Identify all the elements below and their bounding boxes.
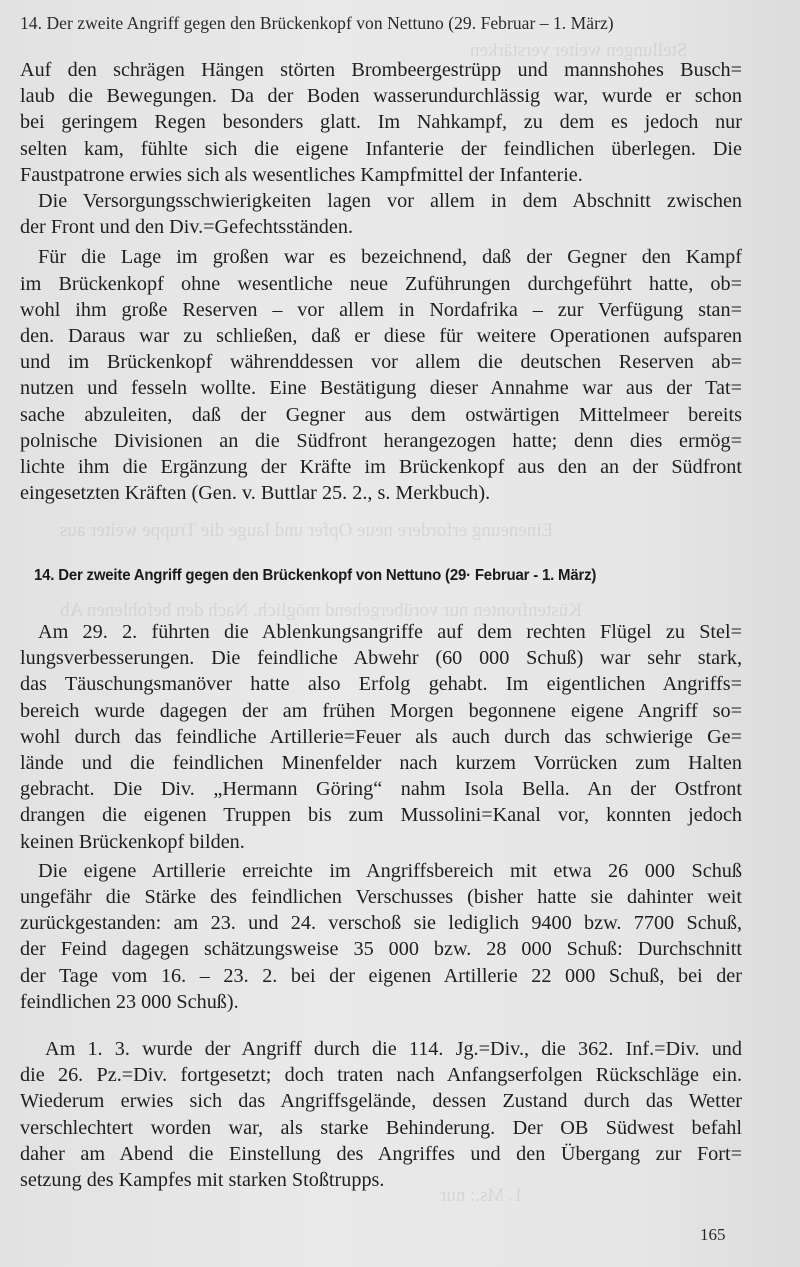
text-line: eingesetzten Kräften (Gen. v. Buttlar 25. 2., s. Merkbuch). (20, 482, 491, 505)
text-line: Die Versorgungsschwierigkeiten lagen vor allem in dem Abschnitt zwischen (38, 190, 742, 213)
text-line: Am 29. 2. führten die Ablenkungsangriffe auf dem rechten Flügel zu Stel= (38, 621, 742, 643)
text-line: die 26. Pz.=Div. fortgesetzt; doch traten nach Anfangserfolgen Rückschläge ein. (20, 1064, 742, 1087)
paragraph (20, 244, 742, 506)
text-line: lichte ihm die Ergänzung der Kräfte im Brückenkopf aus den an der Südfront (20, 456, 742, 479)
page-number: 165 (700, 1225, 726, 1244)
text-line: bei geringem Regen besonders glatt. Im Nahkampf, zu dem es jedoch nur (20, 111, 742, 134)
text-line: setzung des Kampfes mit starken Stoßtrupps. (20, 1169, 385, 1192)
bleed-through-text: Eineneung erfordere neue Opfer und lauge die Truppe weiter aus (60, 520, 554, 541)
text-line: nutzen und fesseln wollte. Eine Bestätigung dieser Annahme war aus der Tat= (20, 377, 742, 400)
text-line: Wiederum erwies sich das Angriffsgelände, dessen Zustand durch das Wetter (20, 1090, 742, 1113)
text-line: der Feind dagegen schätzungsweise 35 000 bzw. 28 000 Schuß: Durchschnitt (20, 938, 742, 961)
text-line: lungsverbesserungen. Die feindliche Abwehr (60 000 Schuß) war sehr stark, (20, 647, 742, 670)
text-line: Am 1. 3. wurde der Angriff durch die 114. Jg.=Div., die 362. Inf.=Div. und (45, 1038, 742, 1060)
text-line: im Brückenkopf ohne wesentliche neue Zuführungen durchgeführt hatte, ob= (20, 272, 742, 295)
text-line: den. Daraus war zu schließen, daß er diese für weitere Operationen aufsparen (20, 325, 742, 348)
paragraph (20, 619, 742, 855)
text-line: ungefähr die Stärke des feindlichen Verschusses (bisher hatte sie dahinter weit (20, 886, 742, 909)
text-line: der Tage vom 16. – 23. 2. bei der eigenen Artillerie 22 000 Schuß, bei der (20, 964, 742, 987)
text-line: feindlichen 23 000 Schuß). (20, 990, 239, 1013)
text-line: wohl durch das feindliche Artillerie=Feuer als auch durch das schwierige Ge= (20, 725, 742, 748)
paragraph (20, 57, 742, 188)
paragraph (20, 858, 742, 1015)
text-block-2 (20, 619, 742, 1015)
text-block-1 (20, 57, 742, 506)
text-line: der Front und den Div.=Gefechtsständen. (20, 216, 353, 239)
text-block-3 (20, 1036, 742, 1193)
text-line: Faustpatrone erwies sich als wesentliches Kampfmittel der Infanterie. (20, 163, 583, 186)
section-heading: 14. Der zweite Angriff gegen den Brückenkopf von Nettuno (29· Februar - 1. März) (34, 567, 597, 584)
text-line: Für die Lage im großen war es bezeichnend, daß der Gegner den Kampf (38, 246, 742, 269)
text-line: daher am Abend die Einstellung des Angriffes und den Übergang zur Fort= (20, 1142, 742, 1165)
text-line: Die eigene Artillerie erreichte im Angriffsbereich mit etwa 26 000 Schuß (38, 859, 742, 882)
text-line: selten kam, fühlte sich die eigene Infanterie der feindlichen überlegen. Die (20, 137, 742, 160)
paragraph (20, 188, 742, 240)
text-line: das Täuschungsmanöver hatte also Erfolg gehabt. Im eigentlichen Angriffs= (20, 673, 742, 696)
text-line: drangen die eigenen Truppen bis zum Mussolini=Kanal vor, konnten jedoch (20, 804, 742, 827)
text-line: lände und die feindlichen Minenfelder nach kurzem Vorrücken zum Halten (20, 752, 742, 775)
text-line: Auf den schrägen Hängen störten Brombeergestrüpp und mannshohes Busch= (20, 59, 742, 81)
text-line: keinen Brückenkopf bilden. (20, 830, 245, 853)
text-line: und im Brückenkopf währenddessen vor allem die deutschen Reserven ab= (20, 351, 742, 374)
bleed-through-text: Küstenfronten nur vorübergehend möglich. Nach den befohlenen Ab (60, 600, 582, 621)
text-line: wohl ihm große Reserven – vor allem in Nordafrika – zur Verfügung stan= (20, 298, 742, 321)
text-line: sache abzuleiten, daß der Gegner aus dem ostwärtigen Mittelmeer bereits (20, 403, 742, 426)
text-line: gebracht. Die Div. „Hermann Göring“ nahm Isola Bella. An der Ostfront (20, 778, 742, 801)
bleed-through-text: Stellungen weiter verstärken (470, 40, 688, 61)
text-line: laub die Bewegungen. Da der Boden wasserundurchlässig war, wurde er schon (20, 85, 742, 108)
text-line: zurückgestanden: am 23. und 24. verschoß sie lediglich 9400 bzw. 7700 Schuß, (20, 912, 742, 935)
text-line: polnische Divisionen an die Südfront herangezogen hatte; denn dies ermög= (20, 429, 742, 452)
running-head: 14. Der zweite Angriff gegen den Brückenkopf von Nettuno (29. Februar – 1. März) (20, 13, 614, 33)
text-line: verschlechtert worden war, als starke Behinderung. Der OB Südwest befahl (20, 1116, 742, 1139)
bleed-through-text: 1. Ms.: nur (440, 1185, 524, 1206)
paragraph (20, 1036, 742, 1193)
text-line: bereich wurde dagegen der am frühen Morgen begonnene eigene Angriff so= (20, 699, 742, 722)
